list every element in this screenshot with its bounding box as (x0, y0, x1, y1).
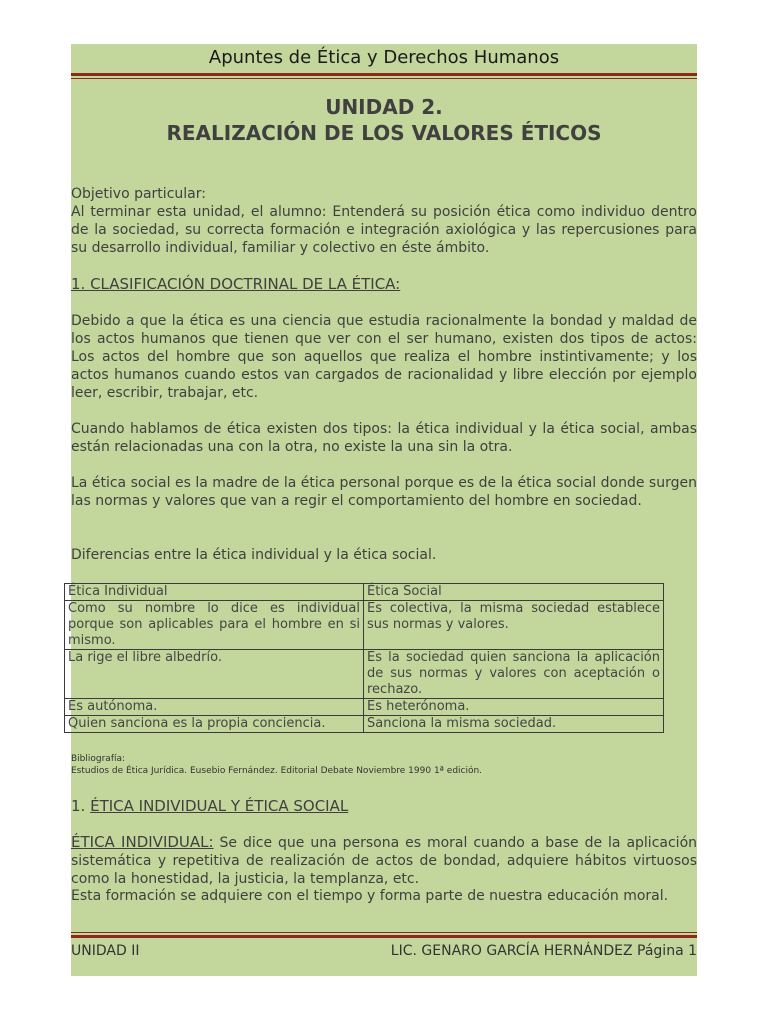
table-header-cell: Ética Individual (65, 584, 364, 601)
table-cell: Como su nombre lo dice es individual porque son aplicables para el hombre en si mismo. (65, 601, 364, 650)
table-cell: Sanciona la misma sociedad. (364, 716, 664, 733)
table-header-cell: Ética Social (364, 584, 664, 601)
header-rule-thick (71, 73, 697, 76)
table-cell: Es autónoma. (65, 699, 364, 716)
paragraph-formacion: Esta formación se adquiere con el tiempo y forma parte de nuestra educación moral. (71, 888, 669, 904)
table-header-row (65, 584, 664, 601)
section-heading-clasificacion: 1. CLASIFICACIÓN DOCTRINAL DE LA ÉTICA: (71, 275, 401, 293)
section-heading-individual-social (71, 796, 697, 816)
bibliography-label: Bibliografía: (71, 754, 126, 764)
header-rule-thin (71, 78, 697, 79)
objective-label: Objetivo particular: (71, 186, 206, 202)
table-row (65, 601, 664, 650)
table-cell: Es heterónoma. (364, 699, 664, 716)
table-row (65, 716, 664, 733)
table-cell: Es la sociedad quien sanciona la aplicación de sus normas y valores con aceptación o rechazo. (364, 650, 664, 699)
paragraph-tipos: Cuando hablamos de ética existen dos tipos: la ética individual y la ética social, ambas están relacionadas una con la otra, no existe la una sin la otra. (71, 421, 697, 455)
comparison-table (64, 583, 664, 733)
unit-name: REALIZACIÓN DE LOS VALORES ÉTICOS (166, 121, 602, 145)
objective-text: Al terminar esta unidad, el alumno: Entenderá su posición ética como individuo dentro de la sociedad, su correcta formación e integración axiológica y las repercusiones para su desarrollo individual, familiar y colectivo en éste ámbito. (71, 204, 697, 256)
document-page (68, 44, 698, 976)
footer-rule-thick (71, 935, 697, 938)
paragraph-actos: Debido a que la ética es una ciencia que estudia racionalmente la bondad y maldad de los actos humanos que tienen que ver con el ser humano, existen dos tipos de actos: Los actos del hombre que son aquellos que realiza el hombre instintivamente; y los actos humanos cuando estos van cargados de racionalidad y libre elección por ejemplo leer, escribir, trabajar, etc. (71, 313, 697, 401)
table-cell: La rige el libre albedrío. (65, 650, 364, 699)
unit-number: UNIDAD 2. (325, 95, 443, 119)
paragraph-etica-social: La ética social es la madre de la ética personal porque es de la ética social donde surgen las normas y valores que van a regir el comportamiento del hombre en sociedad. (71, 475, 697, 509)
section-number: 1. (71, 797, 91, 815)
definition-etica-individual: Se dice que una persona es moral cuando a base de la aplicación sistemática y repetitiva de realización de actos de bondad, adquiere hábitos virtuosos como la honestidad, la justicia, la templanza, etc. (71, 835, 698, 887)
paragraph-etica-individual (71, 833, 697, 888)
footer-rule-thin (71, 932, 697, 933)
unit-title (71, 94, 697, 146)
term-etica-individual: ÉTICA INDIVIDUAL: (71, 833, 214, 851)
objective-block (71, 185, 697, 257)
bibliography-entry: Estudios de Ética Jurídica. Eusebio Fernández. Editorial Debate Noviembre 1990 1ª edición. (71, 766, 483, 776)
table-row (65, 650, 664, 699)
footer-unit: UNIDAD II (71, 943, 140, 959)
table-cell: Quien sanciona es la propia conciencia. (65, 716, 364, 733)
section-title: ÉTICA INDIVIDUAL Y ÉTICA SOCIAL (90, 797, 349, 815)
bibliography (71, 753, 697, 777)
paragraph-diferencias: Diferencias entre la ética individual y la ética social. (71, 547, 437, 563)
table-row (65, 699, 664, 716)
footer-author-page: LIC. GENARO GARCÍA HERNÁNDEZ Página 1 (390, 943, 697, 959)
table-cell: Es colectiva, la misma sociedad establece sus normas y valores. (364, 601, 664, 650)
running-header: Apuntes de Ética y Derechos Humanos (208, 47, 560, 68)
